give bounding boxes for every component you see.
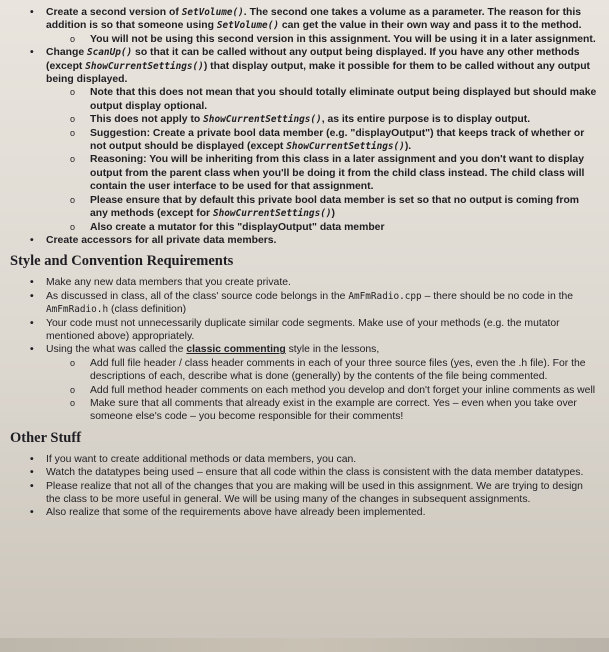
bullet-marker: •: [30, 467, 34, 479]
sub-bullet-marker: o: [70, 194, 76, 205]
bullet-marker: •: [30, 317, 34, 329]
other-section: [4, 453, 597, 520]
code-text: ShowCurrentSettings(): [85, 60, 204, 72]
bullet-marker: •: [30, 290, 34, 302]
bullet-marker: •: [30, 234, 34, 246]
sub-list-item: o You will not be using this second version in this assignment. You will be using it in a later assignment.: [70, 33, 596, 45]
sub-list-item: o Add full method header comments on each method you develop and don't forget your inline comments as well: [70, 384, 596, 396]
code-text: AmFmRadio.h: [46, 304, 109, 316]
code-text: ShowCurrentSettings(): [286, 141, 405, 153]
bottom-edge: [0, 638, 609, 652]
section-heading: Other Stuff: [10, 429, 82, 446]
sub-list-item: o Suggestion: Create a private bool data member (e.g. "displayOutput") that keeps track of whether or not output should be displayed (except ShowCurrentSettings()).: [70, 127, 585, 153]
sub-list-item: o Please ensure that by default this private bool data member is set so that no output is coming from any methods (except for ShowCurrentSettings()): [70, 194, 580, 220]
sub-list-item: o Also create a mutator for this "displayOutput" data member: [70, 221, 385, 233]
list-item: • If you want to create additional methods or data members, you can.: [30, 453, 357, 465]
code-text: ScanUp(): [87, 47, 133, 59]
code-text: AmFmRadio.cpp: [348, 290, 422, 302]
sub-list-item: o Add full file header / class header comments in each of your three source files (yes, even the .h file). For the descriptions of each, describe what is done (generally) by the contents of the file being commented.: [70, 357, 586, 383]
sub-list-item: o Note that this does not mean that you should totally eliminate output being displayed but should make output display optional.: [70, 87, 597, 112]
list-item: • Watch the datatypes being used – ensure that all code within the class is consistent with the data member datatypes.: [30, 467, 584, 479]
list-item: • Change ScanUp() so that it can be called without any output being displayed. If you have any other methods (except ShowCurrentSettings()) that display output, make it possible for them to be called without any output being displayed.: [30, 47, 591, 86]
code-text: ShowCurrentSettings(): [203, 114, 322, 126]
code-text: SetVolume(): [216, 20, 279, 32]
list-item: • Create a second version of SetVolume(). The second one takes a volume as a parameter. The reason for this addition is so that someone using SetVolume() can get the value in their own way and pass it to the method.: [30, 7, 582, 32]
list-item: • Also realize that some of the requirements above have already been implemented.: [30, 507, 426, 519]
code-text: SetVolume(): [181, 7, 244, 18]
list-item: • Make any new data members that you create private.: [30, 277, 291, 289]
bullet-marker: •: [30, 47, 34, 59]
bullet-marker: •: [30, 507, 34, 519]
sub-bullet-marker: o: [70, 221, 76, 232]
sub-bullet-marker: o: [70, 397, 76, 408]
sub-bullet-marker: o: [70, 357, 76, 368]
sub-bullet-marker: o: [70, 87, 76, 98]
bullet-marker: •: [30, 277, 34, 289]
sub-list-item: o Reasoning: You will be inheriting from this class in a later assignment and you don't want to display output from the parent class when you'll be doing it from the child class instead. The child class will contain the user interface to be used for that assignment.: [70, 154, 585, 193]
bullet-marker: •: [30, 344, 34, 356]
sub-bullet-marker: o: [70, 127, 76, 138]
sub-list-item: o Make sure that all comments that already exist in the example are correct. Yes – even when you take over someone else's code – you become responsible for their comments!: [70, 397, 577, 423]
bullet-marker: •: [30, 480, 34, 492]
sub-bullet-marker: o: [70, 154, 76, 165]
code-text: ShowCurrentSettings(): [212, 208, 332, 220]
bullet-marker: •: [30, 453, 34, 465]
requirements-section: [4, 6, 597, 247]
section-heading: Style and Convention Requirements: [10, 253, 234, 270]
sub-bullet-marker: o: [70, 384, 76, 395]
sub-list-item: o This does not apply to ShowCurrentSettings(), as its entire purpose is to display output.: [70, 114, 531, 126]
underlined-text: classic commenting: [186, 344, 286, 356]
list-item: • Using the what was called the classic commenting style in the lessons,: [30, 344, 380, 356]
list-item: • Create accessors for all private data members.: [30, 234, 277, 246]
sub-bullet-marker: o: [70, 33, 76, 44]
list-item: • As discussed in class, all of the class' source code belongs in the AmFmRadio.cpp – there should be no code in the AmFmRadio.h (class definition): [30, 290, 574, 316]
list-item: • Please realize that not all of the changes that you are making will be used in this assignment. We are trying to design the class to be more useful in general. We will be using many of the changes in subsequent assignments.: [30, 480, 583, 505]
style-section: [4, 276, 597, 423]
bullet-marker: •: [30, 7, 34, 18]
list-item: • Your code must not unnecessarily duplicate similar code segments. Make use of your methods (e.g. the mutator mentioned above) appropriately.: [30, 317, 560, 342]
sub-bullet-marker: o: [70, 114, 76, 125]
